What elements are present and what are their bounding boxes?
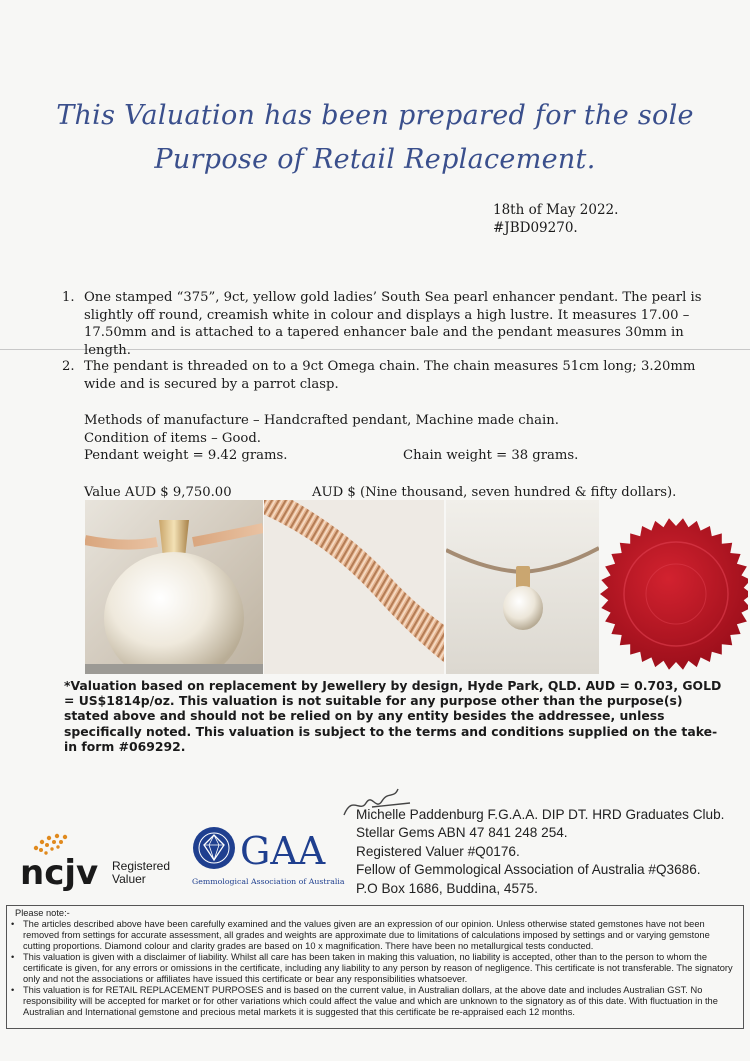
item-number: 2. — [62, 359, 75, 374]
signatory-business: Stellar Gems ABN 47 841 248 254. — [356, 825, 568, 841]
note-point: • The articles described above have been carefully examined and the values given are an expression of our opinion. Unless otherwise stated gemstones have not been removed from settings for accurate assessment, all grades and weights are approximate due to limitations of calculations imposed by settings and or varying gemstone cutting proportions. Diamond colour and clarity grades are based on 10 x magnification. There have been no metallurgical tests conducted. — [15, 919, 737, 952]
ncjv-sub-registered: Registered — [112, 859, 171, 873]
pendant-on-chain-photo — [446, 500, 599, 674]
item-description: The pendant is threaded on to a 9ct Omega chain. The chain measures 51cm long; 3.20mm wide and is secured by a parrot clasp. — [84, 359, 696, 392]
gaa-wordmark: GAA — [240, 829, 326, 873]
gaa-logo — [190, 820, 345, 898]
note-heading: Please note:- — [15, 908, 70, 918]
heading-line-2: Purpose of Retail Replacement. — [154, 144, 596, 175]
note-list — [15, 919, 737, 1018]
item-1 — [62, 289, 722, 359]
seal-scalloped-edge — [600, 518, 748, 669]
valuation-date: 18th of May 2022. — [493, 202, 619, 218]
signatory-address: P.O Box 1686, Buddina, 4575. — [356, 880, 538, 896]
note-point: • This valuation is given with a disclaimer of liability. Whilst all care has been taken in making this valuation, no liability is accepted, other than to the person to whom the certificate is given, for any errors or omissions in the certificate, including any liability to any person by reason of negligence. This certificate is not transferable. The signatory only and not the associations or affiliates have issued this certificate or bear any responsibilities whatsoever. — [15, 952, 737, 985]
pendant-weight: Pendant weight = 9.42 grams. — [84, 448, 288, 463]
ncjv-wordmark: ncjv — [20, 853, 99, 893]
chain-weight: Chain weight = 38 grams. — [403, 448, 579, 463]
valuation-reference: #JBD09270. — [493, 220, 578, 236]
signatory-registration: Registered Valuer #Q0176. — [356, 843, 520, 859]
pendant-closeup-photo — [85, 500, 263, 674]
valuation-disclaimer: *Valuation based on replacement by Jewellery by design, Hyde Park, QLD. AUD = 0.703, GOLD = US$1814p/oz. This valuation is not suitable for any purpose other than the purpose(s) stated above and should not be relied on by any entity besides the addressee, unless specifically noted. This valuation is subject to the terms and conditions supplied on the take-in form #069292. — [64, 678, 722, 754]
note-point: • This valuation is for RETAIL REPLACEMENT PURPOSES and is based on the current value, in Australian dollars, at the above date and includes Australian GST. No responsibility will be accepted for market or for other variations which could affect the value and which are unknown to the signatory as of this date. With fluctuation in the Australian and International gemstone and precious metal markets it is suggested that this certificate be re-appraised each 12 months. — [15, 985, 737, 1018]
ncjv-logo — [18, 826, 188, 896]
ncjv-sub-valuer: Valuer — [112, 872, 146, 886]
heading-line-1: This Valuation has been prepared for the sole — [56, 100, 694, 131]
gaa-full-name: Gemmological Association of Australia — [192, 877, 345, 886]
signatory-fellowship: Fellow of Gemmological Association of Australia #Q3686. — [356, 862, 701, 878]
item-description: One stamped “375”, 9ct, yellow gold ladies’ South Sea pearl enhancer pendant. The pearl is slightly off round, creamish white in colour and displays a high lustre. It measures 17.00 – 17.50mm and is attached to a tapered enhancer bale and the pendant measures 30mm in length. — [84, 290, 702, 358]
signatory-block — [356, 806, 724, 898]
please-note-box — [6, 905, 744, 1029]
item-2 — [62, 358, 722, 393]
value-in-words: AUD $ (Nine thousand, seven hundred & fifty dollars). — [312, 485, 677, 500]
methods-of-manufacture: Methods of manufacture – Handcrafted pendant, Machine made chain. — [84, 413, 559, 428]
omega-chain-photo — [264, 500, 444, 674]
value-amount: Value AUD $ 9,750.00 — [84, 485, 232, 500]
date-reference-block — [493, 201, 618, 237]
wax-seal — [596, 512, 748, 676]
condition-of-items: Condition of items – Good. — [84, 431, 261, 446]
item-number: 1. — [62, 290, 75, 305]
signatory-name: Michelle Paddenburg F.G.A.A. DIP DT. HRD Graduates Club. — [356, 807, 725, 822]
